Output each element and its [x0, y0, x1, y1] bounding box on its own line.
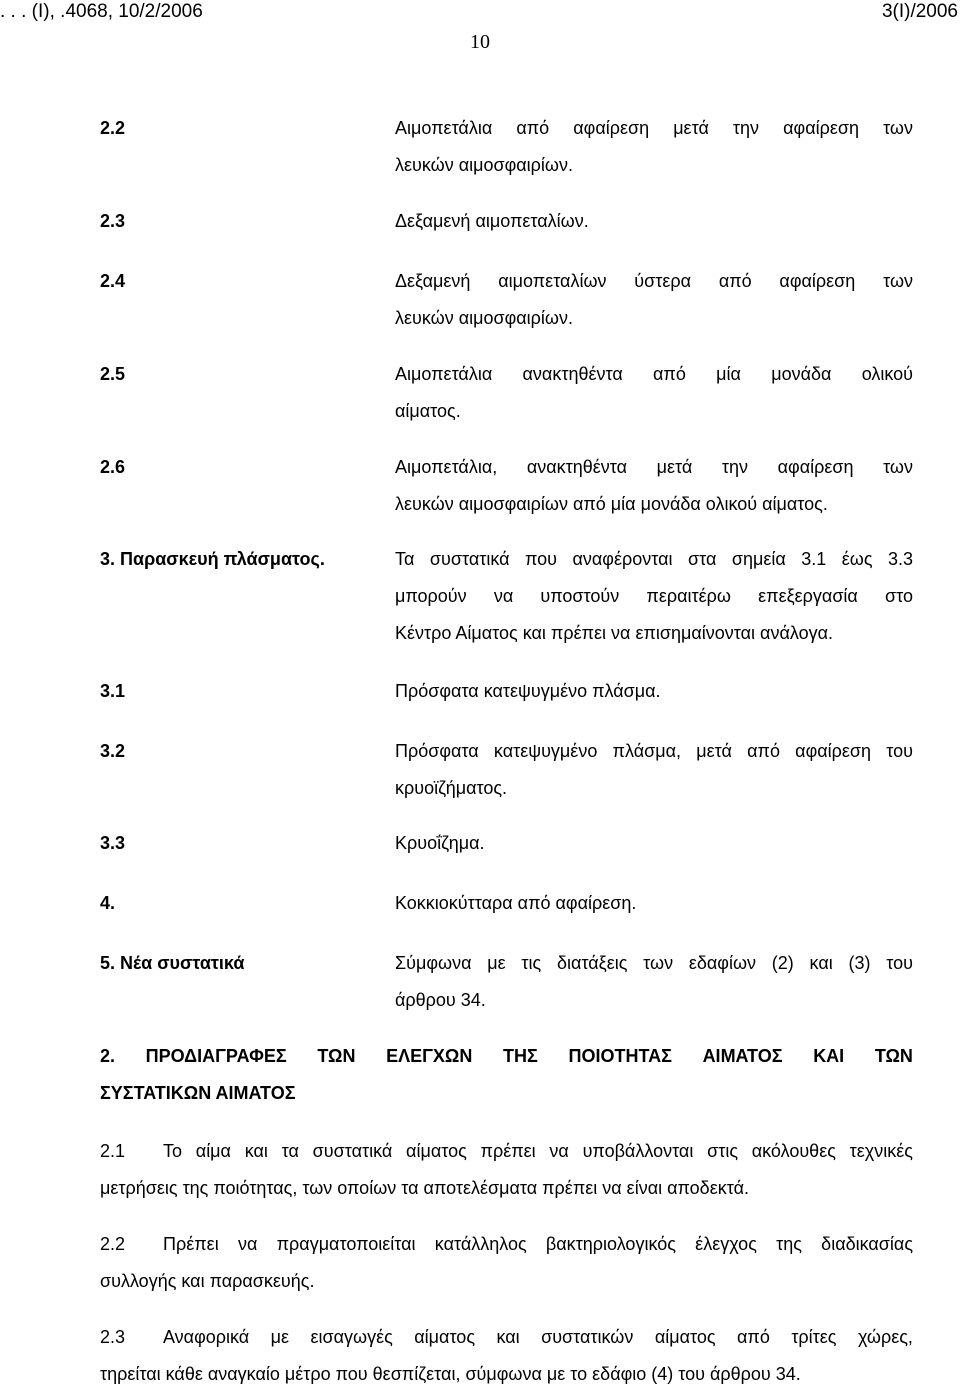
paragraph-continuation-line: μετρήσεις της ποιότητας, των οποίων τα αποτελέσματα πρέπει να είναι αποδεκτά. [100, 1178, 749, 1198]
item-text-line: Κοκκιοκύτταρα από αφαίρεση. [395, 893, 637, 913]
item-text-line: Πρόσφατα κατεψυγμένο πλάσμα. [395, 681, 661, 701]
paragraph-word: Αναφορικά [163, 1327, 250, 1347]
item-text [395, 733, 913, 807]
item-number: 3.3 [100, 833, 126, 853]
item-number: 2.5 [100, 364, 126, 384]
paragraph-word: της [776, 1234, 802, 1254]
item-number: 2.3 [100, 211, 126, 231]
item-text [395, 673, 913, 710]
item-text-line: αίματος. [395, 401, 461, 421]
item-text-line: Δεξαμενή αιμοπεταλίων ύστερα από αφαίρεση των [395, 271, 913, 291]
paragraph-word: και [496, 1327, 520, 1347]
paragraph-word: αίμα [195, 1141, 231, 1161]
paragraph-first-line [100, 1226, 913, 1263]
paragraph-word: αίματος [654, 1327, 716, 1347]
item-text-line: Αιμοπετάλια ανακτηθέντα από μία μονάδα ολικού [395, 364, 913, 384]
paragraph-word: να [549, 1141, 569, 1161]
item-text [395, 541, 913, 652]
item-text [395, 885, 913, 922]
paragraph-word: κατάλληλος [434, 1234, 527, 1254]
section-heading-word: ΠΡΟΔΙΑΓΡΑΦΕΣ [145, 1046, 287, 1066]
paragraph-word: συστατικά [312, 1141, 393, 1161]
paragraph-word: συστατικών [541, 1327, 634, 1347]
paragraph-word: εισαγωγές [310, 1327, 393, 1347]
paragraph-word: χώρες, [857, 1327, 913, 1347]
paragraph-first-line-text [163, 1319, 913, 1356]
paragraph-word: από [737, 1327, 770, 1347]
item-number: 3.1 [100, 681, 126, 701]
item-number: 3.2 [100, 741, 126, 761]
item-text-line: κρυοϊζήματος. [395, 778, 508, 798]
paragraph-first-line-text [163, 1226, 913, 1263]
item-number: 2.2 [100, 118, 126, 138]
item-text-line: Αιμοπετάλια από αφαίρεση μετά την αφαίρεση των [395, 118, 913, 138]
item-text [395, 110, 913, 184]
body-paragraph [100, 1133, 913, 1207]
section-heading-word: 2. [100, 1046, 116, 1066]
item-number: 2.4 [100, 271, 126, 291]
section-heading-word: ΤΗΣ [503, 1046, 538, 1066]
paragraph-word: πραγματοποιείται [276, 1234, 416, 1254]
section-heading-word: ΚΑΙ [813, 1046, 845, 1066]
paragraph-word: τα [281, 1141, 299, 1161]
item-text [395, 203, 913, 240]
paragraph-first-line [100, 1319, 913, 1356]
item-text-line: λευκών αιμοσφαιρίων. [395, 155, 573, 175]
item-text [395, 449, 913, 523]
section-heading-word: ΤΩΝ [874, 1046, 913, 1066]
item-number: 2.6 [100, 457, 126, 477]
paragraph-word: έλεγχος [695, 1234, 757, 1254]
paragraph-word: να [237, 1234, 258, 1254]
paragraph-first-line-text [163, 1133, 913, 1170]
section-heading [100, 1038, 913, 1112]
item-text [395, 263, 913, 337]
paragraph-word: ακόλουθες [751, 1141, 836, 1161]
paragraph-word: αίματος [406, 1141, 467, 1161]
paragraph-word: Πρέπει [163, 1234, 219, 1254]
item-text-line: μπορούν να υποστούν περαιτέρω επεξεργασία στο [395, 586, 913, 606]
header-reference: . . . (Ι), .4068, 10/2/2006 [0, 1, 203, 22]
section-heading-line-1 [100, 1038, 913, 1075]
paragraph-word: πρέπει [480, 1141, 536, 1161]
paragraph-word: διαδικασίας [821, 1234, 913, 1254]
paragraph-word: υποβάλλονται [582, 1141, 694, 1161]
section-heading-line-2: ΣΥΣΤΑΤΙΚΩΝ ΑΙΜΑΤΟΣ [100, 1083, 296, 1103]
paragraph-word: στις [707, 1141, 738, 1161]
paragraph-word: τεχνικές [849, 1141, 913, 1161]
header-issue: 3(Ι)/2006 [881, 1, 958, 22]
paragraph-word: βακτηριολογικός [545, 1234, 676, 1254]
item-text-line: Πρόσφατα κατεψυγμένο πλάσμα, μετά από αφαίρεση του [395, 741, 913, 761]
item-number: 3. Παρασκευή πλάσματος. [100, 549, 325, 569]
item-text-line: λευκών αιμοσφαιρίων. [395, 308, 573, 328]
body-paragraph [100, 1319, 913, 1393]
item-text [395, 356, 913, 430]
section-heading-word: ΑΙΜΑΤΟΣ [702, 1046, 783, 1066]
section-heading-word: ΠΟΙΟΤΗΤΑΣ [568, 1046, 672, 1066]
item-text-line: Δεξαμενή αιμοπεταλίων. [395, 211, 589, 231]
paragraph-number: 2.1 [100, 1141, 126, 1161]
item-text-line: Σύμφωνα με τις διατάξεις των εδαφίων (2) και (3) του [395, 953, 913, 973]
paragraph-word: Το [163, 1141, 183, 1161]
item-text [395, 825, 913, 862]
page-number: 10 [470, 31, 490, 53]
paragraph-word: με [270, 1327, 290, 1347]
body-paragraph [100, 1226, 913, 1300]
paragraph-continuation-line: τηρείται κάθε αναγκαίο μέτρο που θεσπίζεται, σύμφωνα με το εδάφιο (4) του άρθρου 34. [100, 1364, 801, 1384]
item-text-line: λευκών αιμοσφαιρίων από μία μονάδα ολικού αίματος. [395, 494, 828, 514]
item-number: 4. [100, 893, 116, 913]
paragraph-number: 2.3 [100, 1327, 126, 1347]
item-text-line: Αιμοπετάλια, ανακτηθέντα μετά την αφαίρεση των [395, 457, 913, 477]
item-text-line: Κέντρο Αίματος και πρέπει να επισημαίνονται ανάλογα. [395, 623, 834, 643]
paragraph-word: τρίτες [791, 1327, 837, 1347]
paragraph-first-line [100, 1133, 913, 1170]
section-heading-word: ΤΩΝ [317, 1046, 356, 1066]
item-text-line: Κρυοΐζημα. [395, 833, 485, 853]
item-text-line: άρθρου 34. [395, 990, 486, 1010]
item-text-line: Τα συστατικά που αναφέρονται στα σημεία 3.1 έως 3.3 [395, 549, 913, 569]
item-text [395, 945, 913, 1019]
section-heading-word: ΕΛΕΓΧΩΝ [386, 1046, 473, 1066]
item-number: 5. Νέα συστατικά [100, 953, 245, 973]
paragraph-word: και [244, 1141, 268, 1161]
paragraph-number: 2.2 [100, 1234, 126, 1254]
paragraph-word: αίματος [414, 1327, 475, 1347]
paragraph-continuation-line: συλλογής και παρασκευής. [100, 1271, 315, 1291]
